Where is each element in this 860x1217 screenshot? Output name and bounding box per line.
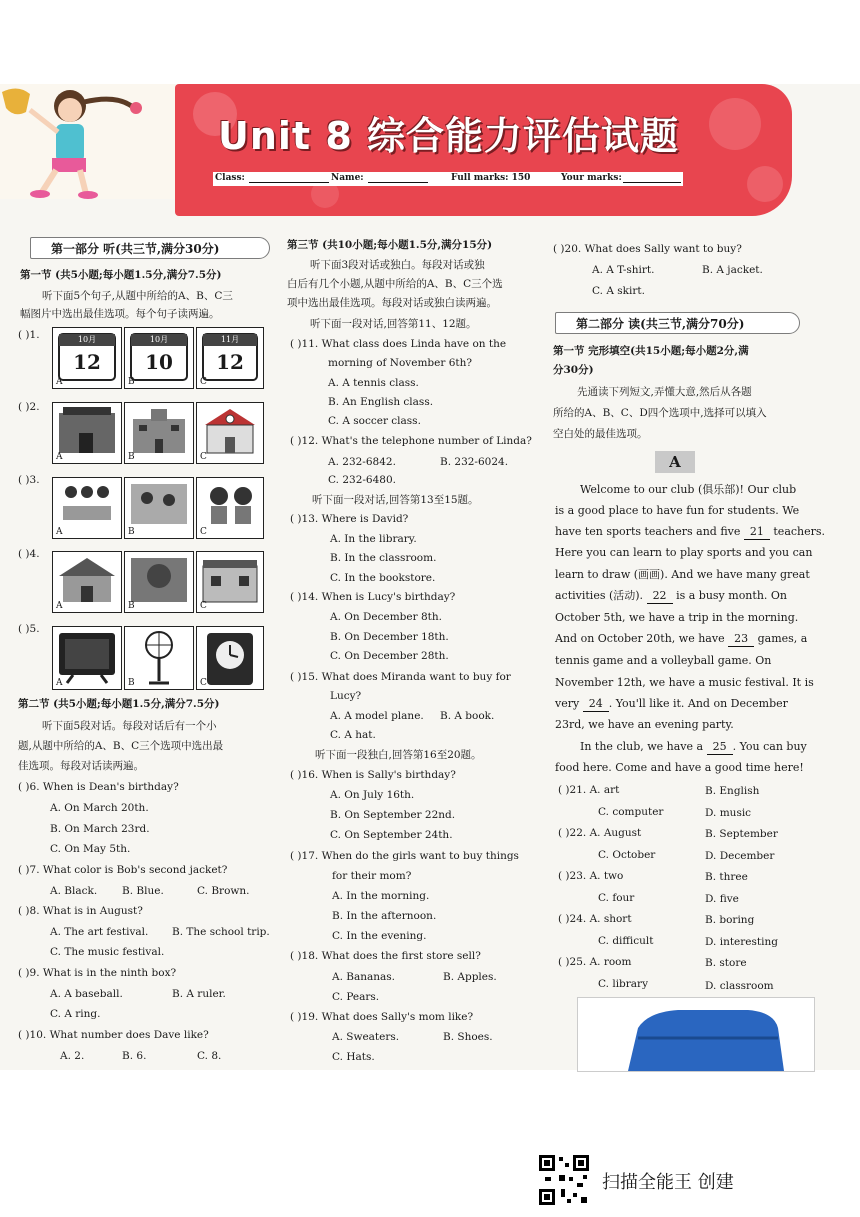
part1-heading: 第一部分 听(共三节,满分30分) [30, 237, 270, 259]
sec3-title: 第三节 (共10小题;每小题1.5分,满分15分) [287, 239, 493, 251]
cloze-instruction: 空白处的最佳选项。 [553, 428, 648, 440]
cloze-option-row: ( )25. A. room [558, 956, 632, 968]
option: B. Apples. [443, 971, 497, 983]
passage-label: A [655, 451, 695, 473]
option: C. difficult [598, 935, 654, 947]
clock-icon: C [196, 626, 264, 690]
option: A. A baseball. [50, 988, 123, 1000]
sec1-instruction: 听下面5个句子,从题中所给的A、B、C三 [42, 290, 233, 302]
option: B. 6. [122, 1050, 147, 1062]
option: B. In the classroom. [330, 552, 437, 564]
passage-line: And on October 20th, we have 23 games, a [555, 632, 808, 645]
blank-23[interactable]: 23 [728, 632, 754, 647]
option: C. A skirt. [592, 285, 645, 297]
lead-text: 听下面一段独白,回答第16至20题。 [315, 749, 482, 761]
building-icon: C [196, 402, 264, 464]
option: C. On December 28th. [330, 650, 449, 662]
option: D. classroom [705, 980, 774, 992]
option: A. Bananas. [332, 971, 396, 983]
passage-line: October 5th, we have a trip in the morning. [555, 611, 799, 624]
fan-icon: B [124, 626, 194, 690]
option: C. 232-6480. [328, 474, 396, 486]
cloze-option-row: ( )23. A. two [558, 870, 624, 882]
option: C. four [598, 892, 635, 904]
option: C. The music festival. [50, 946, 165, 958]
option: B. On March 23rd. [50, 823, 150, 835]
cloze-option-row: ( )21. A. art [558, 784, 620, 796]
option: B. English [705, 785, 760, 797]
passage-line: Here you can learn to play sports and you can [555, 546, 813, 559]
question: ( )18. What does the first store sell? [290, 950, 481, 962]
question-number: ( )5. [18, 623, 40, 635]
option: A. On December 8th. [330, 611, 442, 623]
question-number: ( )4. [18, 548, 40, 560]
question: ( )8. What is in August? [18, 905, 143, 917]
question: ( )20. What does Sally want to buy? [553, 243, 742, 255]
full-marks: Full marks: 150 [451, 173, 531, 183]
option: D. five [705, 893, 739, 905]
option: C. In the bookstore. [330, 572, 436, 584]
question-number: ( )1. [18, 329, 40, 341]
question: ( )14. When is Lucy's birthday? [290, 591, 456, 603]
cloze-option-row: ( )24. A. short [558, 913, 632, 925]
option: C. A hat. [330, 729, 376, 741]
option: A. 2. [60, 1050, 85, 1062]
question: ( )7. What color is Bob's second jacket? [18, 864, 228, 876]
sec2-instruction: 佳选项。每段对话读两遍。 [18, 760, 144, 772]
blue-bag-photo [577, 997, 815, 1072]
sec3-instruction: 听下面3段对话或独白。每段对话或独 [310, 259, 485, 271]
people-icon: B [124, 477, 194, 539]
question: morning of November 6th? [328, 357, 472, 369]
name-label: Name: [331, 173, 364, 183]
blank-25[interactable]: 25 [707, 740, 733, 755]
class-label: Class: [215, 173, 245, 183]
calendar-icon: 10月 12 A [52, 327, 122, 389]
option: B. On December 18th. [330, 631, 449, 643]
sec2-title: 第二节 (共5小题;每小题1.5分,满分7.5分) [18, 698, 220, 710]
passage-line: In the club, we have a 25 . You can buy [580, 740, 807, 753]
option: A. Sweaters. [332, 1031, 400, 1043]
question: ( )16. When is Sally's birthday? [290, 769, 456, 781]
cloze-title: 分30分) [553, 364, 594, 376]
building-icon: C [196, 551, 264, 613]
cloze-instruction: 所给的A、B、C、D四个选项中,选择可以填入 [553, 407, 767, 419]
question: ( )15. What does Miranda want to buy for [290, 671, 511, 683]
question: ( )19. What does Sally's mom like? [290, 1011, 474, 1023]
option: B. 232-6024. [440, 456, 509, 468]
option: A. Black. [50, 885, 98, 897]
option: D. music [705, 807, 752, 819]
option: A. In the library. [330, 533, 417, 545]
option: B. store [705, 957, 747, 969]
option: B. three [705, 871, 748, 883]
option: B. boring [705, 914, 755, 926]
passage-line: have ten sports teachers and five 21 teachers. [555, 525, 826, 538]
cloze-title: 第一节 完形填空(共15小题;每小题2分,满 [553, 345, 749, 357]
option: B. September [705, 828, 778, 840]
question: ( )12. What's the telephone number of Linda? [290, 435, 532, 447]
part2-heading: 第二部分 读(共三节,满分70分) [555, 312, 800, 334]
passage-line: very 24 . You'll like it. And on December [555, 697, 788, 710]
question: ( )11. What class does Linda have on the [290, 338, 507, 350]
people-icon: C [196, 477, 264, 539]
option: A. A T-shirt. [592, 264, 655, 276]
lead-text: 听下面一段对话,回答第11、12题。 [310, 318, 477, 330]
passage-line: is a good place to have fun for students. We [555, 504, 800, 517]
option: D. December [705, 850, 775, 862]
option: B. An English class. [328, 396, 434, 408]
question: ( )10. What number does Dave like? [18, 1029, 209, 1041]
scanner-watermark: 扫描全能王 创建 [602, 1172, 734, 1193]
student-info-bar [213, 172, 683, 186]
calendar-icon: 10月 10 B [124, 327, 194, 389]
option: C. Brown. [197, 885, 250, 897]
lead-text: 听下面一段对话,回答第13至15题。 [312, 494, 479, 506]
passage-line: food here. Come and have a good time here! [555, 761, 804, 774]
question: Lucy? [330, 690, 362, 702]
option: B. The school trip. [172, 926, 270, 938]
option: B. Blue. [122, 885, 164, 897]
option: A. In the morning. [332, 890, 430, 902]
option: B. A book. [440, 710, 495, 722]
option: C. On September 24th. [330, 829, 453, 841]
your-marks: Your marks: [561, 173, 622, 183]
question: for their mom? [332, 870, 412, 882]
option: C. A ring. [50, 1008, 101, 1020]
option: A. On July 16th. [330, 789, 415, 801]
passage-line: tennis game and a volleyball game. On [555, 654, 772, 667]
passage-line: activities (活动). 22 is a busy month. On [555, 589, 787, 602]
option: A. On March 20th. [50, 802, 149, 814]
option: A. The art festival. [50, 926, 149, 938]
qr-code-icon [537, 1153, 591, 1207]
building-icon: A [52, 402, 122, 464]
passage-line: Welcome to our club (俱乐部)! Our club [580, 483, 797, 496]
building-icon: B [124, 402, 194, 464]
option: B. On September 22nd. [330, 809, 456, 821]
blank-22[interactable]: 22 [647, 589, 673, 604]
sec3-instruction: 项中选出最佳选项。每段对话或独白读两遍。 [287, 297, 497, 309]
sec1-title: 第一节 (共5小题;每小题1.5分,满分7.5分) [20, 269, 222, 281]
option: D. interesting [705, 936, 778, 948]
option: A. A tennis class. [328, 377, 419, 389]
people-icon: A [52, 477, 122, 539]
question-number: ( )3. [18, 474, 40, 486]
question: ( )6. When is Dean's birthday? [18, 781, 179, 793]
passage-line: 23rd, we have an evening party. [555, 718, 734, 731]
blank-24[interactable]: 24 [583, 697, 609, 712]
question: ( )13. Where is David? [290, 513, 409, 525]
option: C. 8. [197, 1050, 222, 1062]
option: A. 232-6842. [328, 456, 396, 468]
option: C. library [598, 978, 649, 990]
question-number: ( )2. [18, 401, 40, 413]
sec2-instruction: 听下面5段对话。每段对话后有一个小 [42, 720, 217, 732]
cloze-option-row: ( )22. A. August [558, 827, 642, 839]
girl-trophy-illustration [0, 84, 175, 199]
cloze-instruction: 先通读下列短文,弄懂大意,然后从各题 [577, 386, 752, 398]
calendar-icon: 11月 12 C [196, 327, 264, 389]
sec3-instruction: 白后有几个小题,从题中所给的A、B、C三个选 [287, 278, 503, 290]
sec2-instruction: 题,从题中所给的A、B、C三个选项中选出最 [18, 740, 224, 752]
option: C. In the evening. [332, 930, 427, 942]
building-icon: A [52, 551, 122, 613]
sec1-instruction: 幅图片中选出最佳选项。每个句子读两遍。 [20, 308, 220, 320]
passage-line: November 12th, we have a music festival. It is [555, 676, 814, 689]
option: C. Hats. [332, 1051, 375, 1063]
option: C. computer [598, 806, 664, 818]
passage-line: learn to draw (画画). And we have many great [555, 568, 810, 581]
option: B. A ruler. [172, 988, 226, 1000]
option: B. Shoes. [443, 1031, 493, 1043]
blank-21[interactable]: 21 [744, 525, 770, 540]
option: C. Pears. [332, 991, 380, 1003]
option: C. A soccer class. [328, 415, 421, 427]
building-icon: B [124, 551, 194, 613]
option: B. A jacket. [702, 264, 763, 276]
tv-icon: A [52, 626, 122, 690]
option: B. In the afternoon. [332, 910, 437, 922]
question: ( )17. When do the girls want to buy things [290, 850, 519, 862]
option: C. On May 5th. [50, 843, 131, 855]
question: ( )9. What is in the ninth box? [18, 967, 177, 979]
option: A. A model plane. [330, 710, 424, 722]
option: C. October [598, 849, 656, 861]
page-title: Unit 8 综合能力评估试题 [218, 114, 679, 158]
